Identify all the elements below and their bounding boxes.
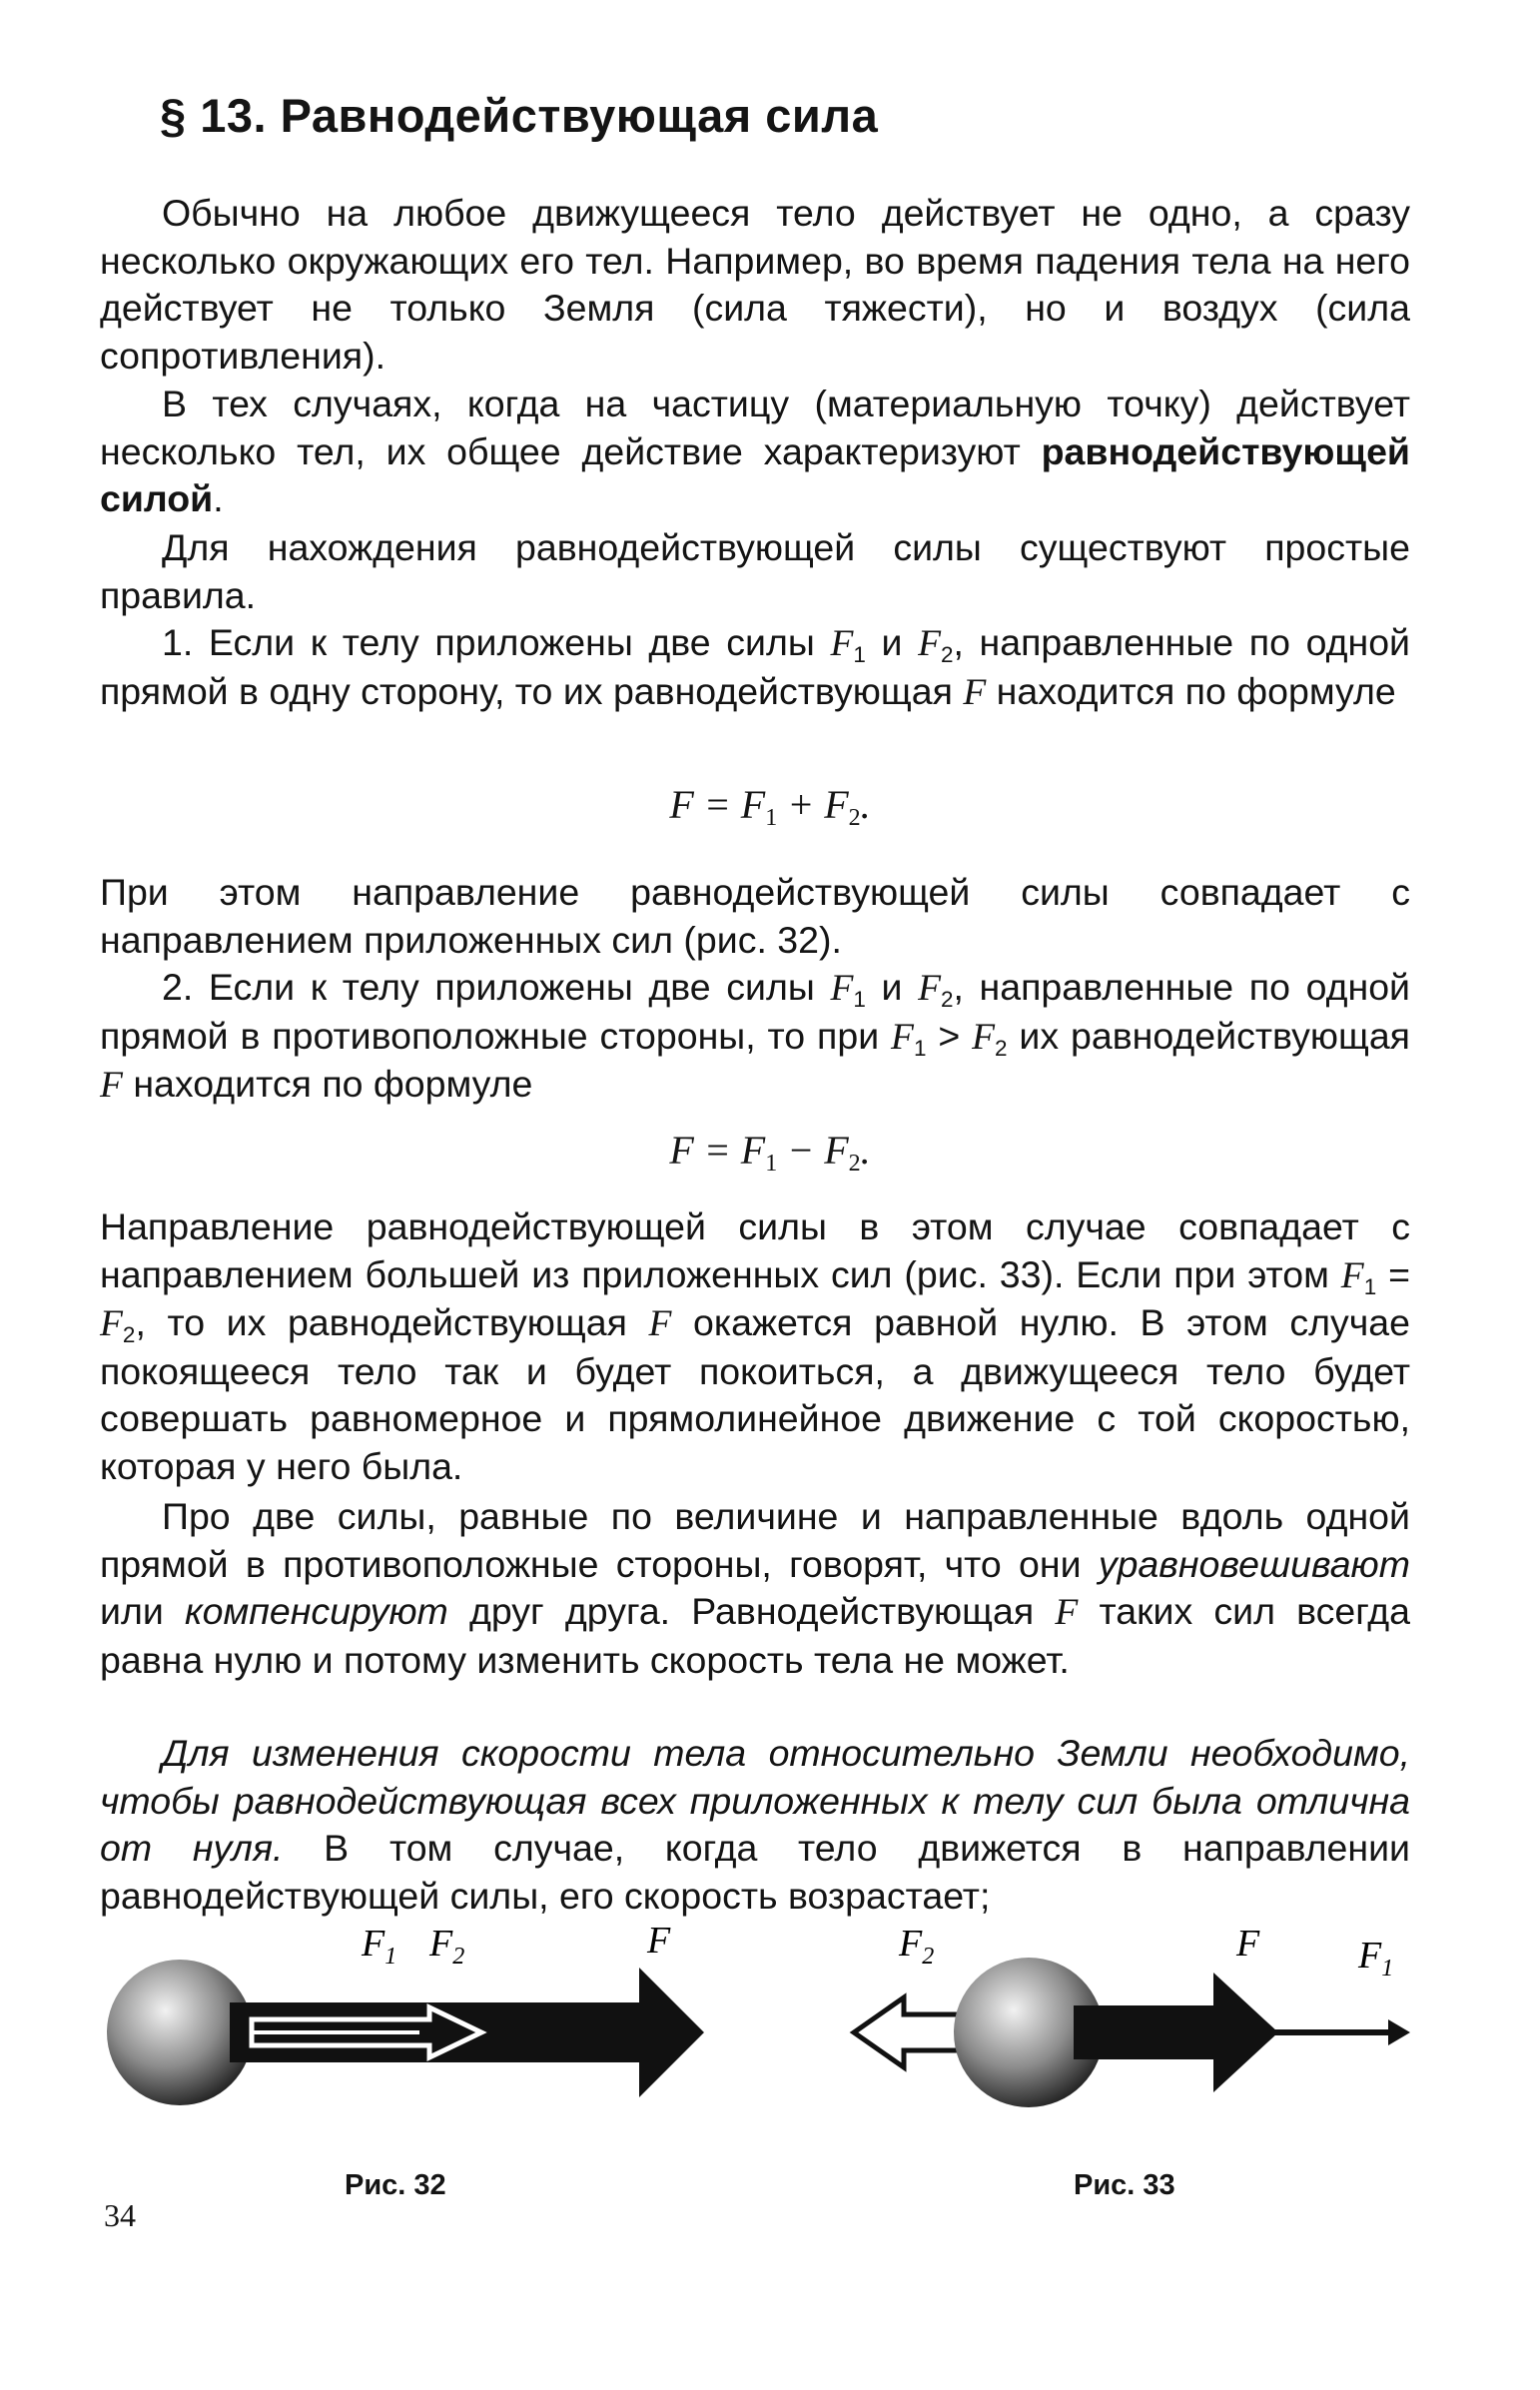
label-f2: $F_2$ (429, 1923, 465, 1970)
page-number: 34 (104, 2197, 136, 2233)
caption-fig-32: Рис. 32 (345, 2169, 446, 2201)
term-balance: уравновешивают (1098, 1542, 1410, 1585)
paragraph-4: При этом направление равнодействующей силы совпадает с направлением приложенных сил (рис. 32). (100, 871, 1410, 961)
paragraph-1: Обычно на любое движущееся тело действует не одно, а сразу несколько окружающих его тел. Например, во время падения тела на него действует не только Земля (сила тяжести), но и воздух (сила сопротивления). (100, 192, 1410, 377)
label-f1: $F_1$ (1358, 1935, 1394, 1982)
rule-2: 2. Если к телу приложены две силы $F_1$ и $F_2$, направленные по одной прямой в противоположные стороны, то при $F_1 > F_2$ их равнодействующая F находится по формуле (100, 966, 1410, 1106)
term-compensate: компенсируют (184, 1590, 448, 1632)
paragraph-2: В тех случаях, когда на частицу (материальную точку) действует несколько тел, их общее действие характеризуют равнодействующей силой. (100, 383, 1410, 519)
figure-33 (829, 1898, 1428, 2127)
formula-difference: $F = F_1 - F_2$. (669, 1128, 871, 1178)
label-f1: $F_1$ (362, 1923, 397, 1970)
paragraph-7: Для изменения скорости тела относительно Земли необходимо, чтобы равнодействующая всех приложенных к телу сил была отлична от нуля. В том случае, когда тело движется в направлении равнодействующей силы, его скорость возрастает; (100, 1732, 1411, 1917)
label-f: F (1236, 1923, 1260, 1965)
paragraph-3: Для нахождения равнодействующей силы существуют простые правила. (100, 526, 1410, 616)
force-f1-arrowhead (1388, 2019, 1410, 2045)
key-rule-italic: Для изменения скорости тела относительно Земли необходимо, чтобы равнодействующая всех приложенных к телу сил была отлична от нуля. (100, 1732, 1410, 1869)
term-resultant-force: равнодействующей силой (100, 429, 1410, 519)
paragraph-6: Про две силы, равные по величине и направленные вдоль одной прямой в противоположные стороны, говорят, что они уравновешивают или компенсируют друг друга. Равнодействующая F таких сил всегда равна нулю и потому изменить скорость тела не может. (100, 1495, 1410, 1681)
label-f2: $F_2$ (899, 1923, 935, 1970)
figure-32 (100, 1898, 739, 2127)
rule-1: 1. Если к телу приложены две силы $F_1$ и $F_2$, направленные по одной прямой в одну сторону, то их равнодействующая F находится по формуле (100, 621, 1410, 713)
resultant-force-arrow (1074, 1973, 1278, 2092)
label-f: F (647, 1920, 671, 1962)
paragraph-5: Направление равнодействующей силы в этом случае совпадает с направлением большей из приложенных сил (рис. 33). Если при этом $F_1 = F_2$, то их равнодействующая F окажется равной нулю. В этом случае покоящееся тело так и будет покоиться, а движущееся тело будет совершать равномерное и прямолинейное движение с той скоростью, которая у него была. (100, 1205, 1410, 1487)
caption-fig-33: Рис. 33 (1074, 2169, 1175, 2201)
section-title: § 13. Равнодействующая сила (160, 89, 879, 142)
formula-sum: $F = F_1 + F_2$. (669, 782, 871, 832)
